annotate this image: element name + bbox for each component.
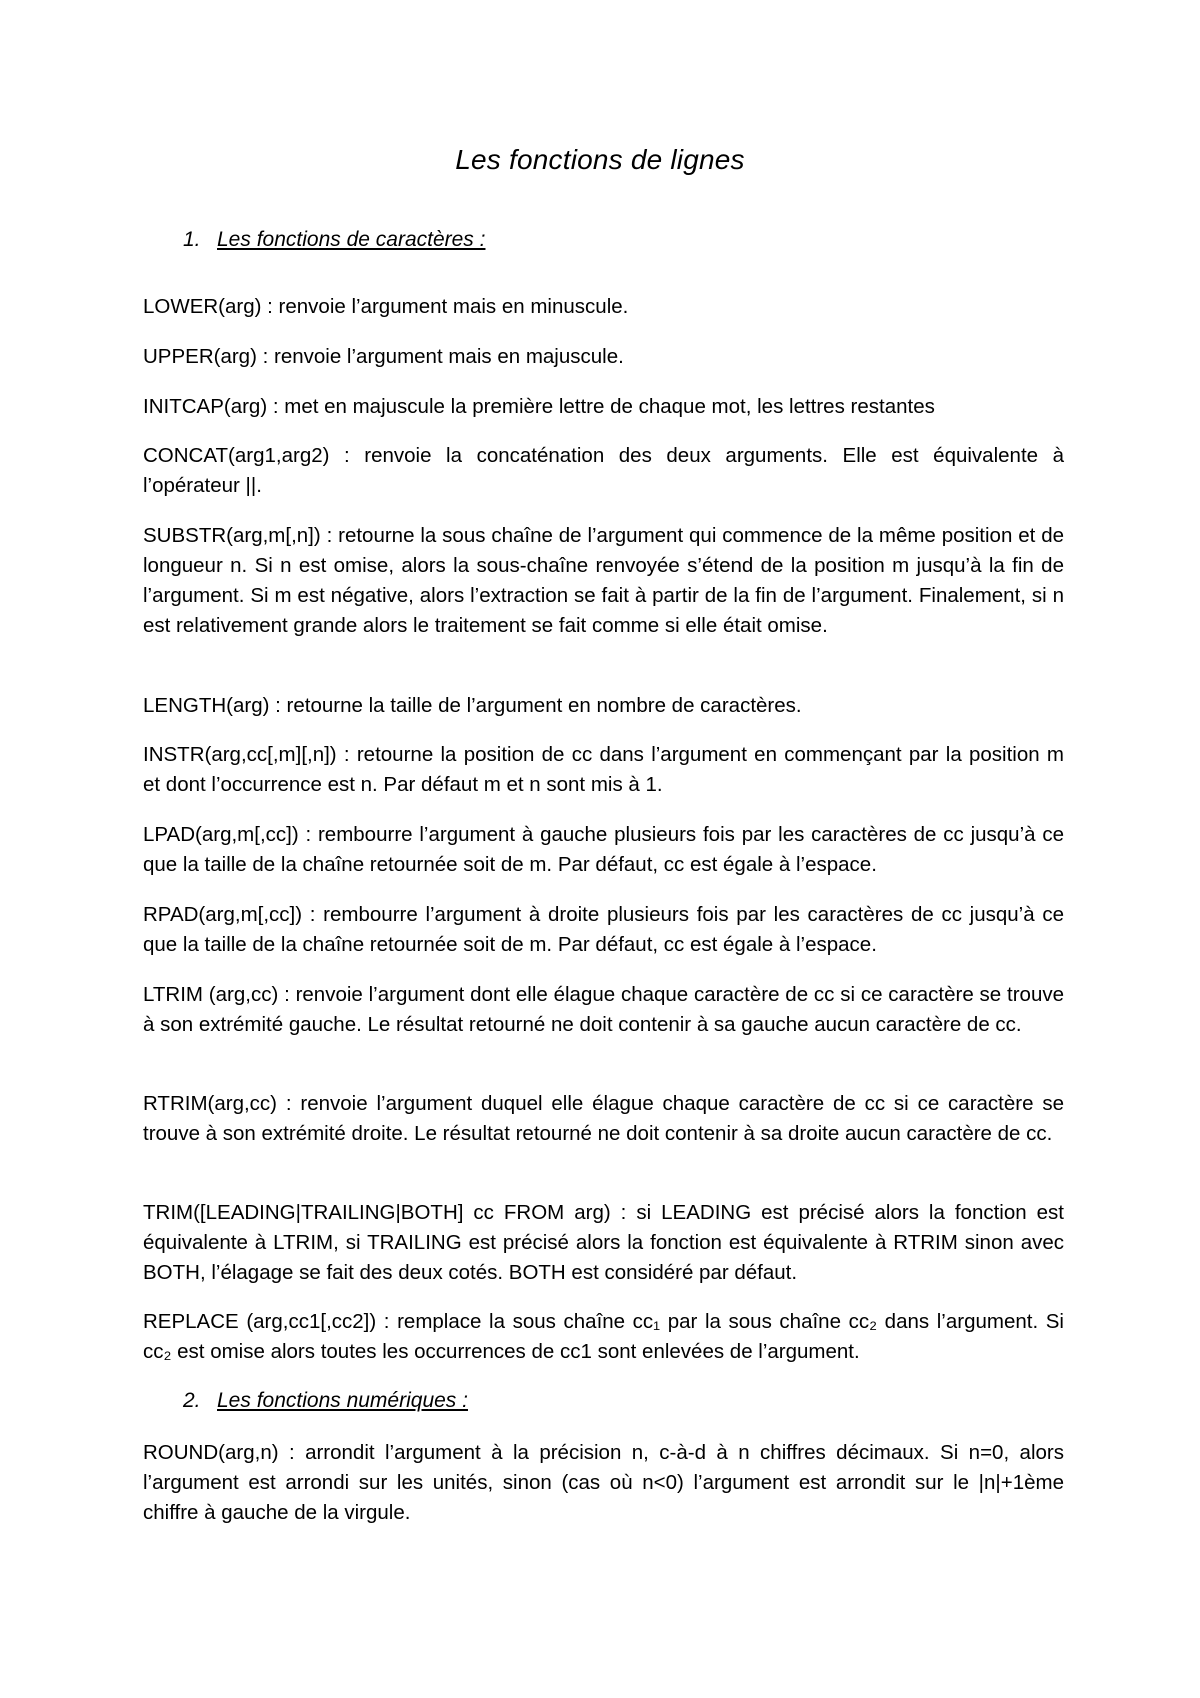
- paragraph-concat: CONCAT(arg1,arg2) : renvoie la concaténation des deux arguments. Elle est équivalente à l’opérateur ||.: [143, 444, 1064, 497]
- section-number: 2.: [183, 1389, 201, 1412]
- paragraph-round: ROUND(arg,n) : arrondit l’argument à la précision n, c-à-d à n chiffres décimaux. Si n=0, alors l’argument est arrondi sur les unités, sinon (cas où n<0) l’argument est arrondit sur le |n|+1ème chiffre à gauche de la virgule.: [143, 1441, 1064, 1524]
- section-number: 1.: [183, 228, 201, 251]
- paragraph-lpad: LPAD(arg,m[,cc]) : rembourre l’argument à gauche plusieurs fois par les caractères de cc jusqu’à ce que la taille de la chaîne retournée soit de m. Par défaut, cc est égale à l’espace.: [143, 823, 1064, 876]
- paragraph-rpad: RPAD(arg,m[,cc]) : rembourre l’argument à droite plusieurs fois par les caractères de cc jusqu’à ce que la taille de la chaîne retournée soit de m. Par défaut, cc est égale à l’espace.: [143, 903, 1064, 956]
- paragraph-trim: TRIM([LEADING|TRAILING|BOTH] cc FROM arg) : si LEADING est précisé alors la fonction est équivalente à LTRIM, si TRAILING est précisé alors la fonction est équivalente à RTRIM sinon avec BOTH, l’élagage se fait des deux cotés. BOTH est considéré par défaut.: [143, 1201, 1064, 1284]
- paragraph-lower: LOWER(arg) : renvoie l’argument mais en minuscule.: [143, 295, 629, 318]
- paragraph-replace: REPLACE (arg,cc1[,cc2]) : remplace la sous chaîne cc₁ par la sous chaîne cc₂ dans l’argument. Si cc₂ est omise alors toutes les occurrences de cc1 sont enlevées de l’argument.: [143, 1310, 1064, 1363]
- paragraph-rtrim: RTRIM(arg,cc) : renvoie l’argument duquel elle élague chaque caractère de cc si ce caractère se trouve à son extrémité droite. Le résultat retourné ne doit contenir à sa droite aucun caractère de cc.: [143, 1092, 1064, 1145]
- page-title: Les fonctions de lignes: [455, 144, 745, 175]
- section-heading-characters: [183, 228, 485, 252]
- paragraph-length: LENGTH(arg) : retourne la taille de l’argument en nombre de caractères.: [143, 694, 802, 717]
- section-heading-numeric: [183, 1389, 468, 1413]
- paragraph-instr: INSTR(arg,cc[,m][,n]) : retourne la position de cc dans l’argument en commençant par la position m et dont l’occurrence est n. Par défaut m et n sont mis à 1.: [143, 743, 1064, 796]
- paragraph-ltrim: LTRIM (arg,cc) : renvoie l’argument dont elle élague chaque caractère de cc si ce caractère se trouve à son extrémité gauche. Le résultat retourné ne doit contenir à sa gauche aucun caractère de cc.: [143, 983, 1064, 1036]
- section-title: Les fonctions numériques :: [217, 1389, 468, 1412]
- paragraph-initcap: INITCAP(arg) : met en majuscule la première lettre de chaque mot, les lettres restantes: [143, 395, 935, 418]
- paragraph-substr: SUBSTR(arg,m[,n]) : retourne la sous chaîne de l’argument qui commence de la même position et de longueur n. Si n est omise, alors la sous-chaîne renvoyée s’étend de la position m jusqu’à la fin de l’argument. Si m est négative, alors l’extraction se fait à partir de la fin de l’argument. Finalement, si n est relativement grande alors le traitement se fait comme si elle était omise.: [143, 524, 1064, 637]
- section-title: Les fonctions de caractères :: [217, 228, 486, 251]
- paragraph-upper: UPPER(arg) : renvoie l’argument mais en majuscule.: [143, 345, 624, 368]
